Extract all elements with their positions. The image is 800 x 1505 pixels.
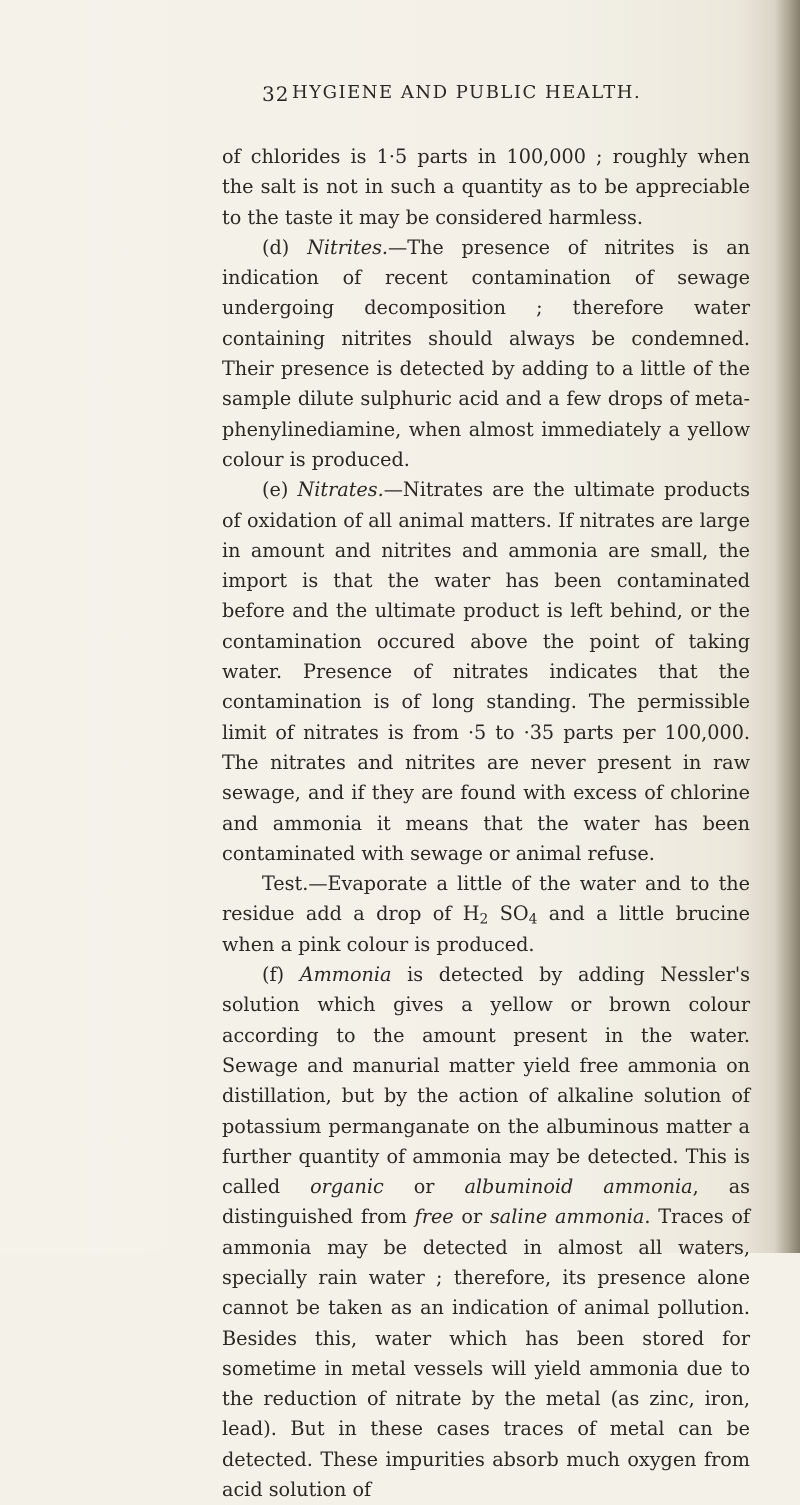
ammonia-or-1: or — [383, 1175, 465, 1199]
paragraph-nitrates — [222, 475, 750, 869]
body-text — [222, 142, 750, 1505]
nitrates-dash: — — [383, 478, 403, 502]
page-number: 32 — [262, 82, 290, 106]
ammonia-text-2: , as distinguished from — [222, 1175, 750, 1229]
nitrites-text: The presence of nitrites is an indication of recent contamination of sewage undergoing decomposition ; therefore water containing nitrites should always be condemned. Their presence is detected by adding to a little of the sample dilute sulphuric acid and a few drops of meta-phenylinediamine, when almost immediately a yellow colour is produced. — [222, 235, 750, 471]
nitrites-dash: — — [388, 235, 408, 259]
nitrates-text: Nitrates are the ultimate products of oxidation of all animal matters. If nitrates are large in amount and nitrites and ammonia are small, the import is that the water has been contaminated before and the ultimate product is left behind, or the contamination occured above the point of taking water. Presence of nitrates indicates that the contamination is of long standing. The permissible limit of nitrates is from ·5 to ·35 parts per 100,000. The nitrates and nitrites are never present in raw sewage, and if they are found with excess of chlorine and ammonia it means that the water has been contaminated with sewage or animal refuse. — [222, 478, 750, 865]
test-tail: and a little brucine when a pink colour is produced. — [222, 902, 750, 956]
ammonia-term-albuminoid: albuminoid ammonia — [464, 1175, 693, 1199]
ammonia-label: (f) — [262, 963, 285, 987]
nitrites-label: (d) — [262, 235, 290, 259]
ammonia-or-2: or — [453, 1205, 490, 1229]
spine-shadow — [774, 0, 800, 1253]
test-subscript-4: 4 — [528, 911, 538, 928]
nitrites-heading: Nitrites. — [307, 235, 389, 259]
chlorides-text: of chlorides is 1·5 parts in 100,000 ; roughly when the salt is not in such a quantity as to be appreciable to the taste it may be considered harmless. — [222, 145, 750, 229]
ammonia-text-1: is detected by adding Nessler's solution which gives a yellow or brown colour according to the amount present in the water. Sewage and manurial matter yield free ammonia on distillation, but by the action of alkaline solution of potassium permanganate on the albuminous matter a further quantity of ammonia may be detected. This is called — [222, 963, 750, 1199]
ammonia-text-3: . Traces of ammonia may be detected in almost all waters, specially rain water ; therefore, its presence alone cannot be taken as an indication of animal pollution. Besides this, water which has been stored for sometime in metal vessels will yield ammonia due to the reduction of nitrate by the metal (as zinc, iron, lead). But in these cases traces of metal can be detected. These impurities absorb much oxygen from acid solution of — [222, 1205, 750, 1502]
ammonia-term-saline: saline ammonia — [489, 1205, 645, 1229]
ammonia-term-organic: organic — [310, 1175, 384, 1199]
test-subscript-2: 2 — [479, 911, 489, 928]
nitrates-heading: Nitrates. — [297, 478, 384, 502]
paragraph-nitrites — [222, 233, 750, 475]
paragraph-ammonia — [222, 960, 750, 1505]
running-head: HYGIENE AND PUBLIC HEALTH. — [292, 82, 642, 103]
page-header — [262, 82, 682, 108]
ammonia-heading: Ammonia — [299, 963, 392, 987]
paragraph-chlorides — [222, 142, 750, 233]
test-mid: SO — [488, 902, 529, 926]
test-lead: Test.—Evaporate a little of the water and to the residue add a drop of H — [222, 872, 750, 926]
nitrates-label: (e) — [262, 478, 289, 502]
paragraph-test — [222, 869, 750, 960]
ammonia-term-free: free — [414, 1205, 454, 1229]
